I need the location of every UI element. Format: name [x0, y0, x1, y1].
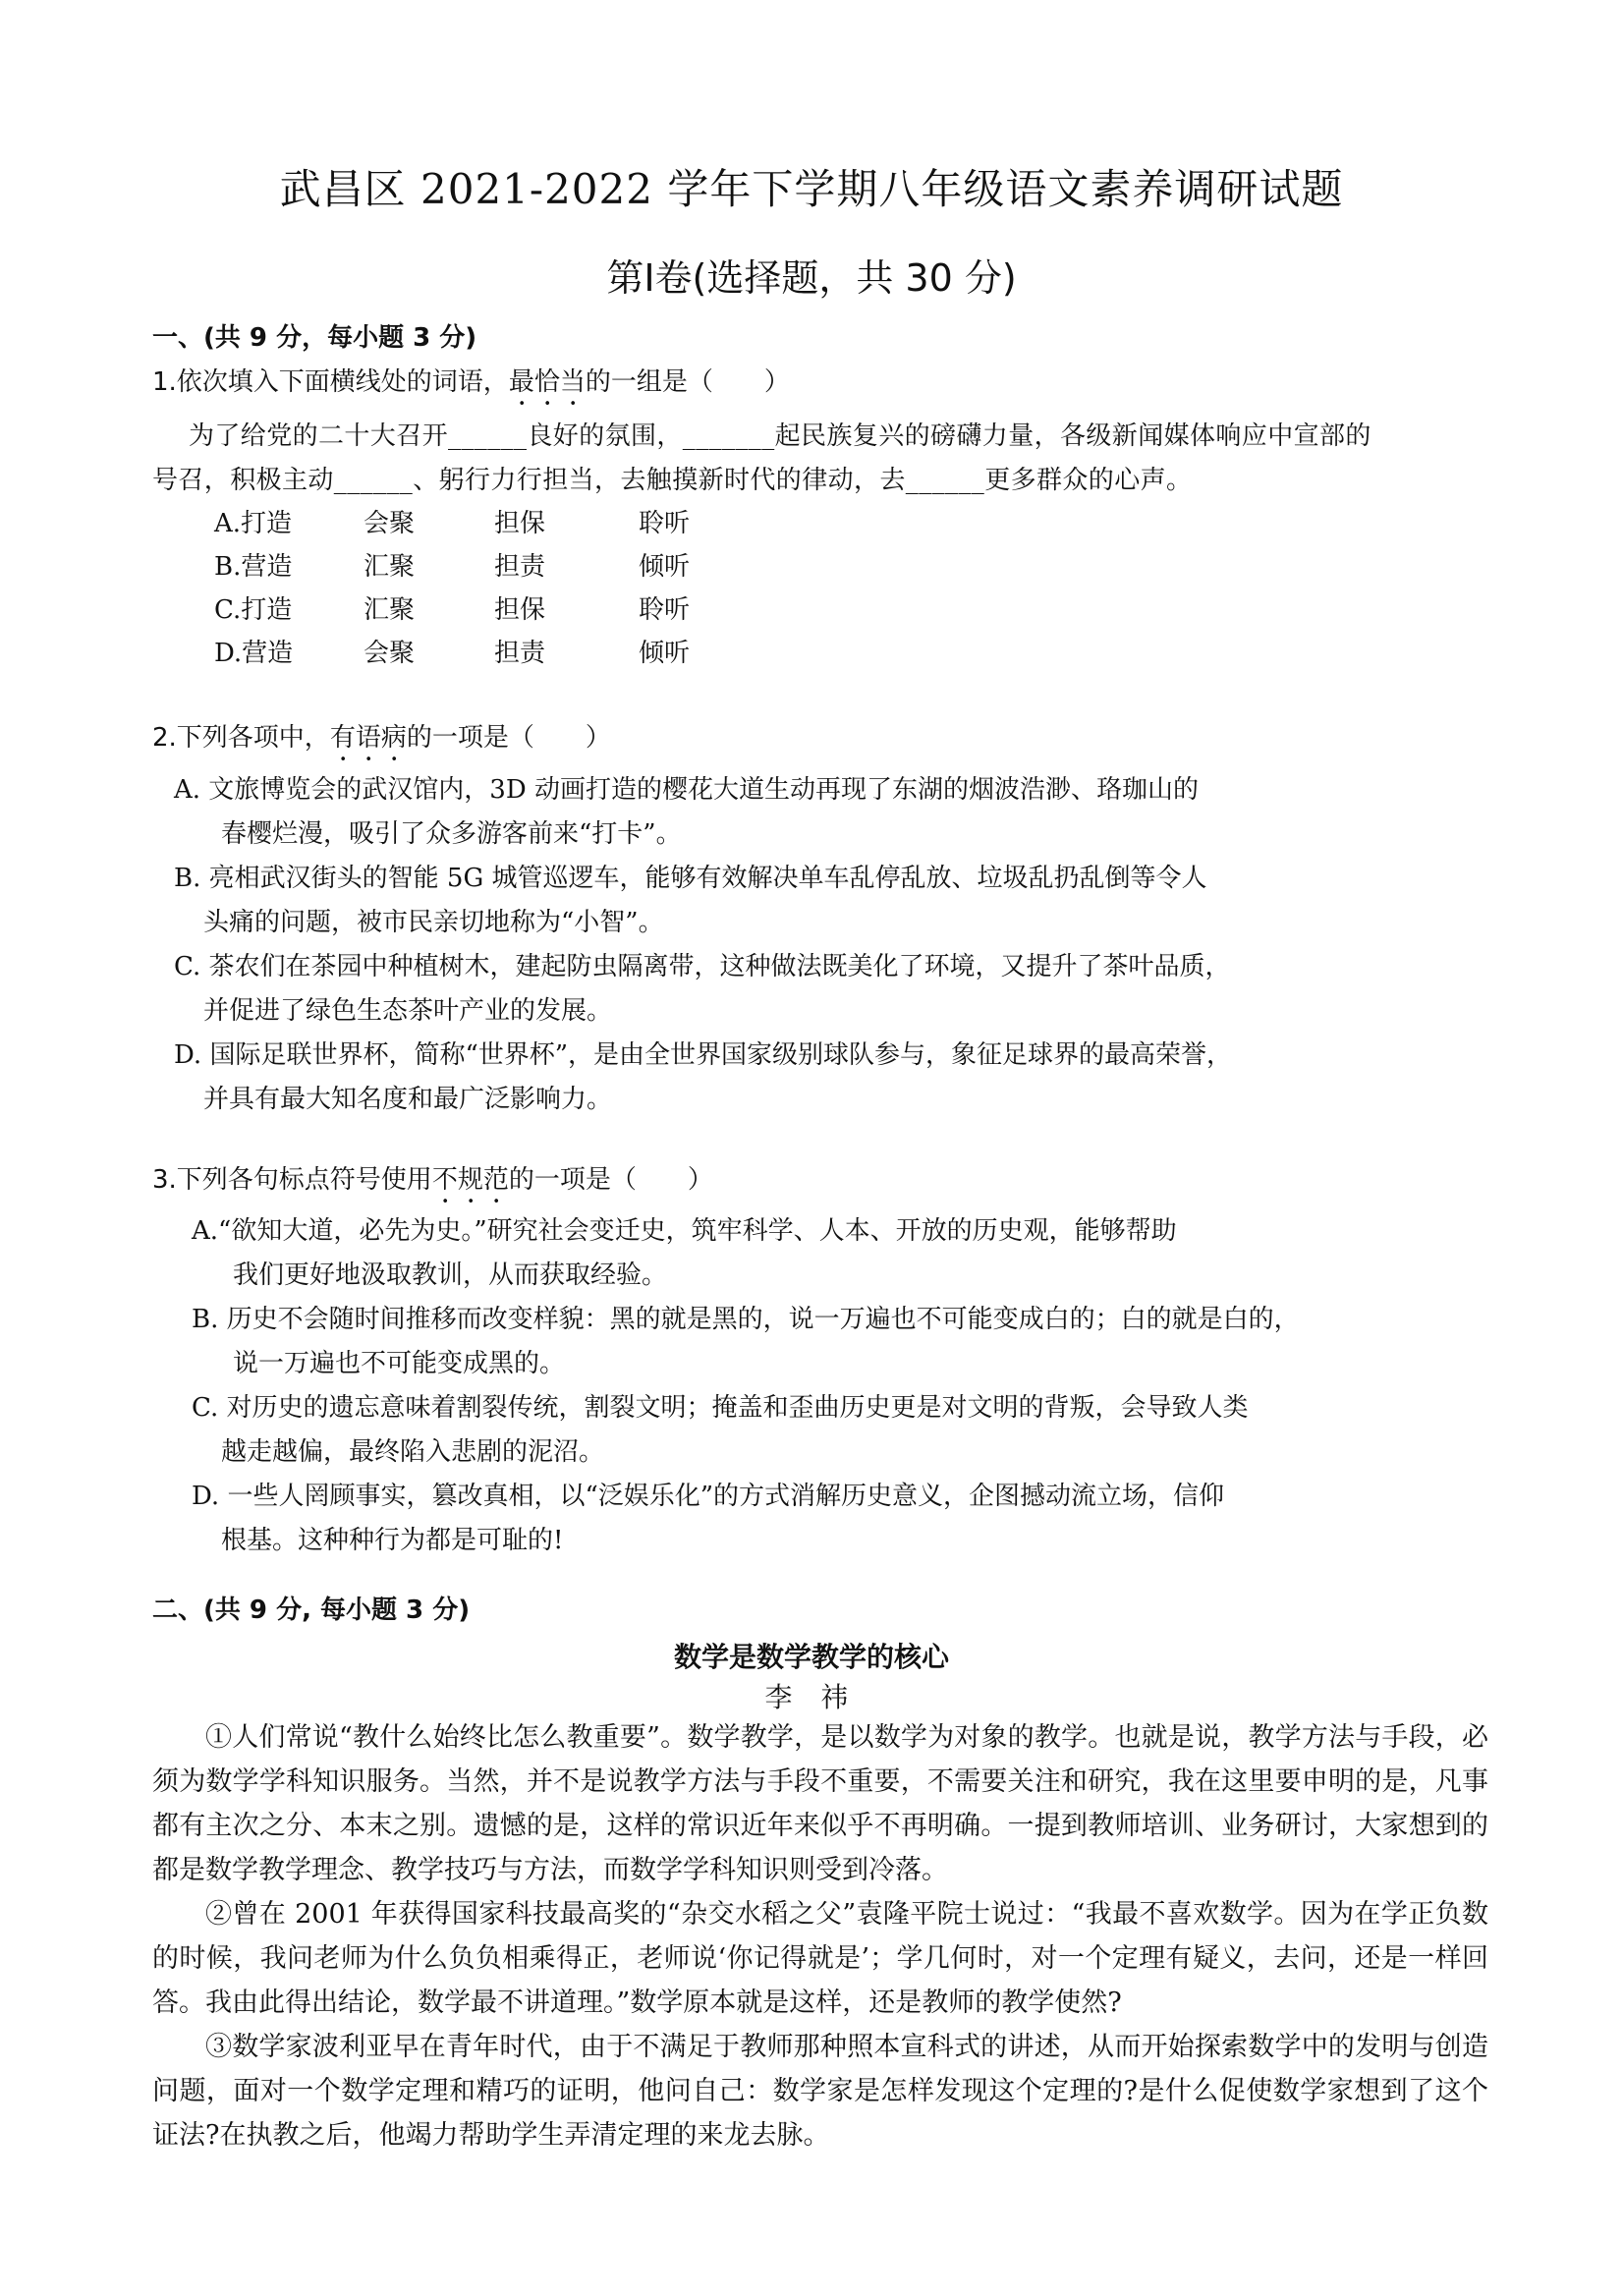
- q1-option-d-4: 倾听: [639, 639, 691, 668]
- q3-stem-after: 的一项是（ ）: [508, 1165, 713, 1195]
- q1-option-c-3: 担保: [494, 595, 546, 625]
- q3-option-b-line-2: 说一万遍也不可能变成黑的。: [233, 1349, 566, 1378]
- q1-stem-after: 的一组是（ ）: [585, 367, 790, 397]
- q1-option-c-2: 汇聚: [364, 595, 416, 625]
- q1-option-d-2: 会聚: [364, 639, 416, 668]
- q1-option-a-1: A.打造: [214, 509, 293, 538]
- exam-title: 武昌区 2021-2022 学年下学期八年级语文素养调研试题: [279, 165, 1344, 213]
- q3-option-b-line-1: B. 历史不会随时间推移而改变样貌：黑的就是黑的，说一万遍也不可能变成白的；白的就是白的，: [192, 1305, 1300, 1334]
- q1-option-b-1: B.营造: [214, 552, 293, 582]
- q3-option-d-line-2: 根基。这种种行为都是可耻的!: [221, 1526, 564, 1555]
- article-author: 李 祎: [764, 1681, 859, 1713]
- q1-option-b-2: 汇聚: [364, 552, 416, 582]
- article-title: 数学是数学教学的核心: [673, 1641, 949, 1673]
- article-paragraph-1: ①人们常说“教什么始终比怎么教重要”。数学教学，是以数学为对象的教学。也就是说，教学方法与手段，必须为数学学科知识服务。当然，并不是说教学方法与手段不重要，不需要关注和研究，我在这里要申明的是，凡事都有主次之分、本末之别。遗憾的是，这样的常识近年来似乎不再明确。一提到教师培训、业务研讨，大家想到的都是数学教学理念、教学技巧与方法，而数学学科知识则受到冷落。: [152, 1722, 1488, 1885]
- section-1-heading: 一、(共 9 分，每小题 3 分): [152, 323, 477, 353]
- q1-stem-before: 1.依次填入下面横线处的词语，: [152, 367, 509, 397]
- article-paragraph-3: ③数学家波利亚早在青年时代，由于不满足于教师那种照本宣科式的讲述，从而开始探索数学中的发明与创造问题，面对一个数学定理和精巧的证明，他问自己：数学家是怎样发现这个定理的?是什么促使数学家想到了这个证法?在执教之后，他竭力帮助学生弄清定理的来龙去脉。: [152, 2032, 1488, 2151]
- q2-option-b-line-1: B. 亮相武汉街头的智能 5G 城管巡逻车，能够有效解决单车乱停乱放、垃圾乱扔乱倒等令人: [174, 864, 1207, 893]
- q3-stem: [152, 1159, 713, 1209]
- q2-option-a-line-2: 春樱烂漫，吸引了众多游客前来“打卡”。: [221, 819, 682, 849]
- q1-option-a-2: 会聚: [364, 509, 416, 538]
- q2-stem-emph: 有语病: [329, 723, 407, 753]
- q1-passage-line-2: 号召，积极主动______、躬行力行担当，去触摸新时代的律动，去______更多群众的心声。: [152, 466, 1193, 495]
- article-paragraph-2: ②曾在 2001 年获得国家科技最高奖的“杂交水稻之父”袁隆平院士说过：“我最不喜欢数学。因为在学正负数的时候，我问老师为什么负负相乘得正，老师说‘你记得就是’；学几何时，对一个定理有疑义，去问，还是一样回答。我由此得出结论，数学最不讲道理。”数学原本就是这样，还是教师的教学使然?: [152, 1899, 1488, 2018]
- q1-stem-emph: 最恰当: [508, 367, 586, 397]
- q2-option-d-line-1: D. 国际足联世界杯，简称“世界杯”，是由全世界国家级别球队参与，象征足球界的最高荣誉，: [174, 1040, 1233, 1070]
- q2-option-c-line-1: C. 茶农们在茶园中种植树木，建起防虫隔离带，这种做法既美化了环境，又提升了茶叶品质，: [174, 952, 1231, 981]
- q1-option-c-1: C.打造: [214, 595, 293, 625]
- q3-option-c-line-2: 越走越偏，最终陷入悲剧的泥沼。: [221, 1437, 605, 1467]
- q1-option-d-1: D.营造: [214, 639, 294, 668]
- q3-stem-before: 3.下列各句标点符号使用: [152, 1165, 432, 1195]
- q3-option-c-line-1: C. 对历史的遗忘意味着割裂传统，割裂文明；掩盖和歪曲历史更是对文明的背叛，会导致人类: [192, 1393, 1249, 1423]
- q1-option-a-3: 担保: [494, 509, 546, 538]
- q1-option-d-3: 担责: [494, 639, 546, 668]
- q1-option-c-4: 聆听: [639, 595, 691, 625]
- q3-stem-emph: 不规范: [431, 1165, 509, 1195]
- exam-subtitle: 第Ⅰ卷(选择题，共 30 分): [606, 256, 1017, 300]
- q2-option-a-line-1: A. 文旅博览会的武汉馆内，3D 动画打造的樱花大道生动再现了东湖的烟波浩渺、珞珈山的: [174, 775, 1199, 805]
- q1-option-b-3: 担责: [494, 552, 546, 582]
- q2-option-c-line-2: 并促进了绿色生态茶叶产业的发展。: [203, 996, 613, 1026]
- section-2-heading: 二、(共 9 分, 每小题 3 分): [152, 1596, 471, 1625]
- q3-option-a-line-1: A.“欲知大道，必先为史。”研究社会变迁史，筑牢科学、人本、开放的历史观，能够帮助: [192, 1216, 1177, 1246]
- q1-option-b-4: 倾听: [639, 552, 691, 582]
- q2-stem: [152, 717, 611, 767]
- q2-stem-after: 的一项是（ ）: [406, 723, 611, 753]
- q3-option-d-line-1: D. 一些人罔顾事实，篡改真相，以“泛娱乐化”的方式消解历史意义，企图撼动流立场，信仰: [192, 1482, 1225, 1511]
- q1-stem: [152, 362, 790, 412]
- q1-option-a-4: 聆听: [639, 509, 691, 538]
- q1-passage-line-1: 为了给党的二十大召开______良好的氛围，_______起民族复兴的磅礴力量，各级新闻媒体响应中宣部的: [189, 421, 1371, 451]
- q2-stem-before: 2.下列各项中，: [152, 723, 330, 753]
- q2-option-b-line-2: 头痛的问题，被市民亲切地称为“小智”。: [203, 908, 664, 937]
- q3-option-a-line-2: 我们更好地汲取教训，从而获取经验。: [233, 1260, 668, 1290]
- q2-option-d-line-2: 并具有最大知名度和最广泛影响力。: [203, 1085, 613, 1114]
